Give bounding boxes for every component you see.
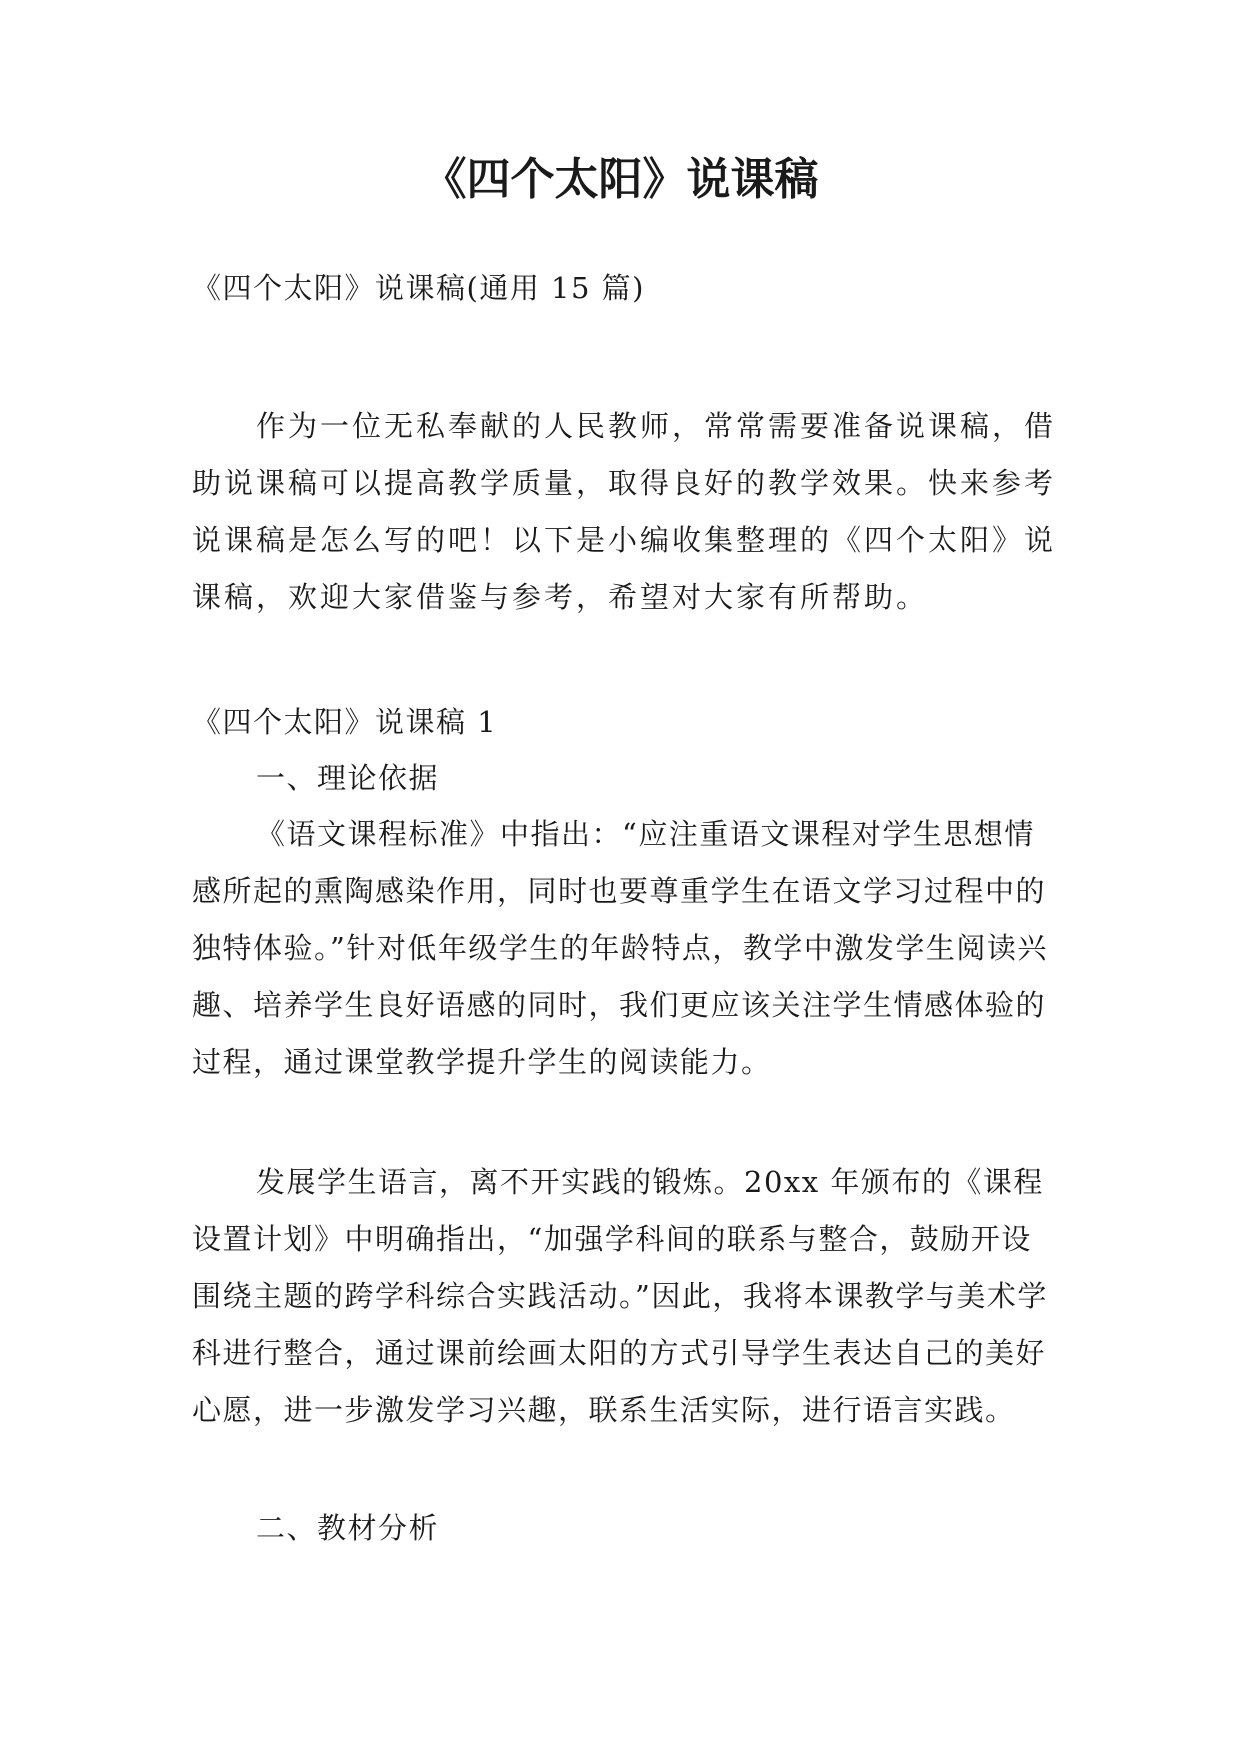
document-subtitle: 《四个太阳》说课稿(通用 15 篇): [192, 271, 645, 305]
document-title: 《四个太阳》说课稿: [422, 154, 819, 205]
heading-theory-basis: 一、理论依据: [256, 761, 440, 795]
intro-paragraph: 作为一位无私奉献的人民教师，常常需要准备说课稿，借助说课稿可以提高教学质量，取得良好的教学效果。快来参考说课稿是怎么写的吧！以下是小编收集整理的《四个太阳》说课稿，欢迎大家借鉴与参考，希望对大家有所帮助。: [192, 409, 1057, 614]
paragraph-curriculum-standard: 《语文课程标准》中指出：“应注重语文课程对学生思想情感所起的熏陶感染作用，同时也要尊重学生在语文学习过程中的独特体验。”针对低年级学生的年龄特点，教学中激发学生阅读兴趣、培养学生良好语感的同时，我们更应该关注学生情感体验的过程，通过课堂教学提升学生的阅读能力。: [192, 817, 1048, 1079]
heading-textbook-analysis: 二、教材分析: [256, 1511, 440, 1545]
paragraph-language-practice: 发展学生语言，离不开实践的锻炼。20xx 年颁布的《课程设置计划》中明确指出，“加强学科间的联系与整合，鼓励开设围绕主题的跨学科综合实践活动。”因此，我将本课教学与美术学科进行整合，通过课前绘画太阳的方式引导学生表达自己的美好心愿，进一步激发学习兴趣，联系生活实际，进行语言实践。: [192, 1165, 1048, 1427]
section-title: 《四个太阳》说课稿 1: [192, 705, 498, 739]
